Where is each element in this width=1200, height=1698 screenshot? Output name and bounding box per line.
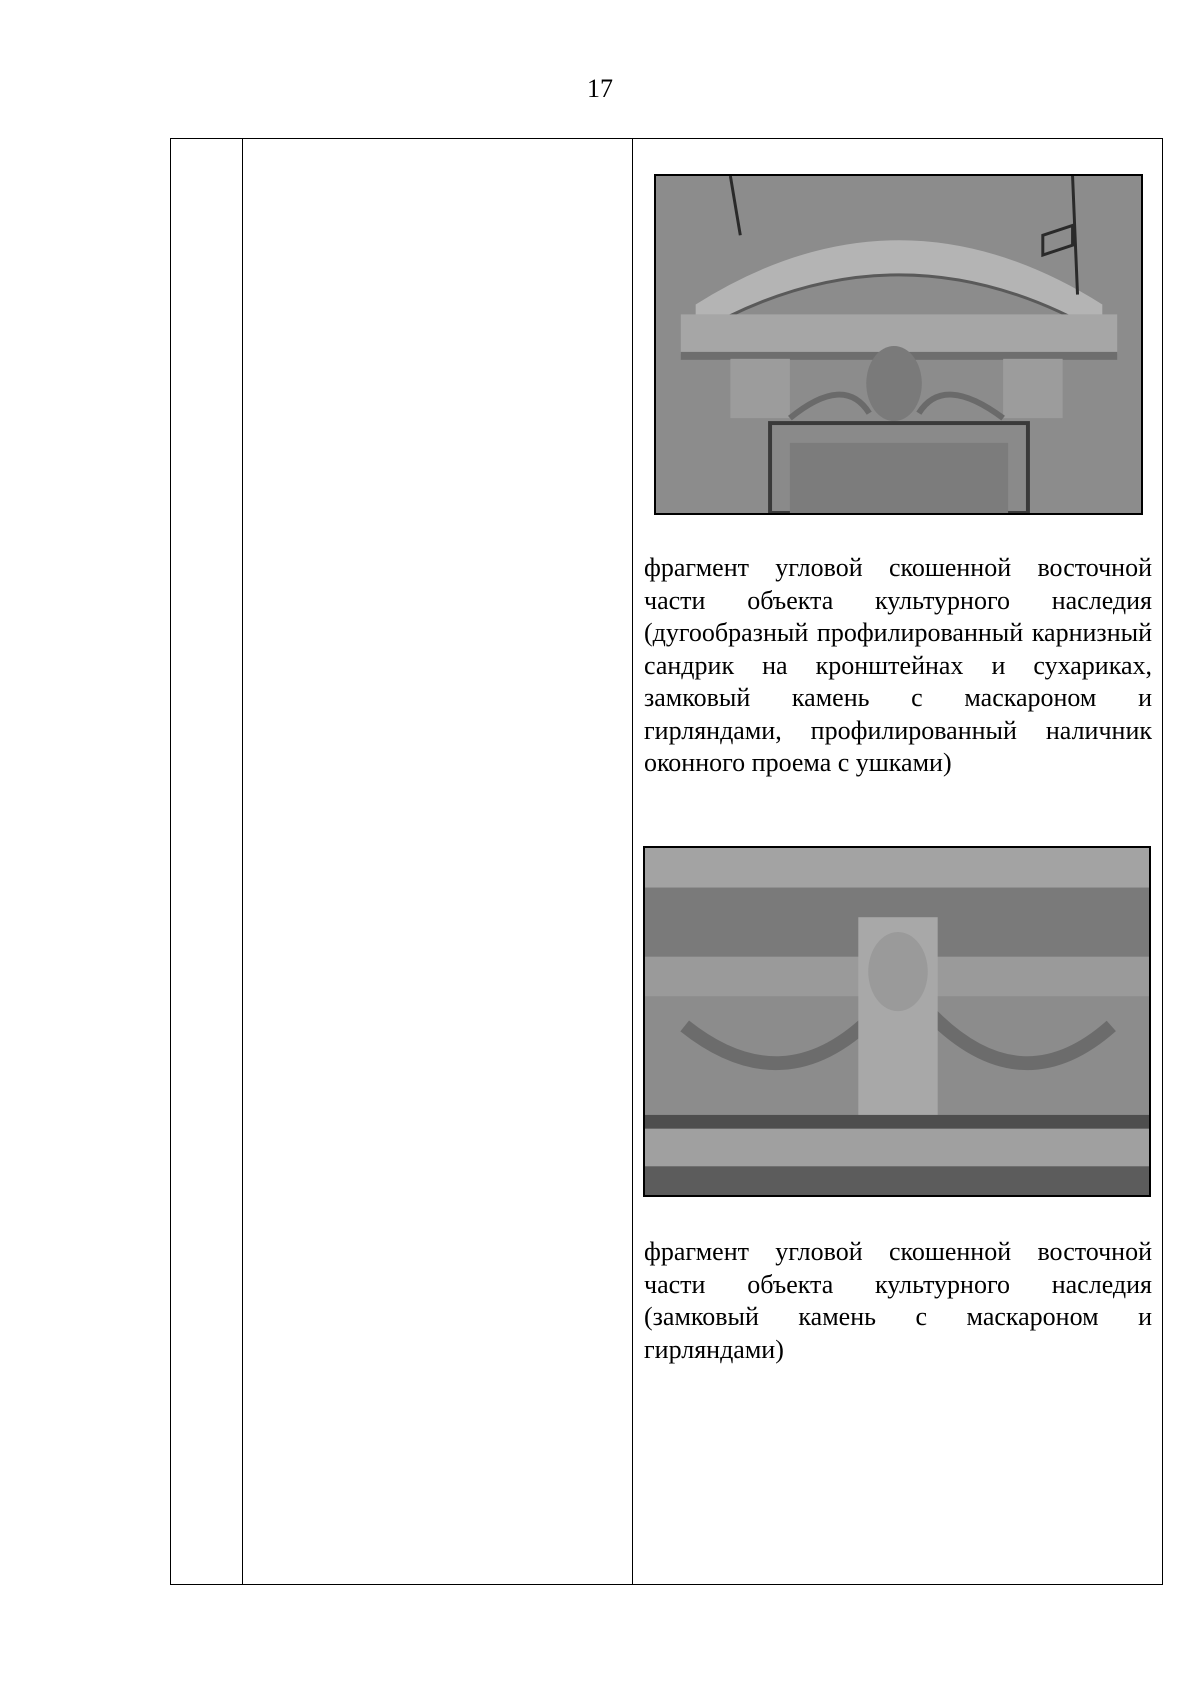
facade-window-photo <box>654 174 1143 515</box>
keystone-mascaron-photo <box>643 846 1151 1197</box>
photo-caption-1: фрагмент угловой скошенной восточной части объекта культурного наследия (дугообразный профилированный карнизный сандрик на кронштейнах и сухариках, замковый камень с маскароном и гирляндами, профилированный наличник оконного проема с ушками) <box>644 553 1152 777</box>
photo-caption-2: фрагмент угловой скошенной восточной части объекта культурного наследия (замковый камень с маскароном и гирляндами) <box>644 1237 1152 1364</box>
column-divider <box>242 139 243 1584</box>
page-number: 17 <box>587 74 613 103</box>
content-table <box>170 138 1163 1585</box>
column-divider <box>632 139 633 1584</box>
